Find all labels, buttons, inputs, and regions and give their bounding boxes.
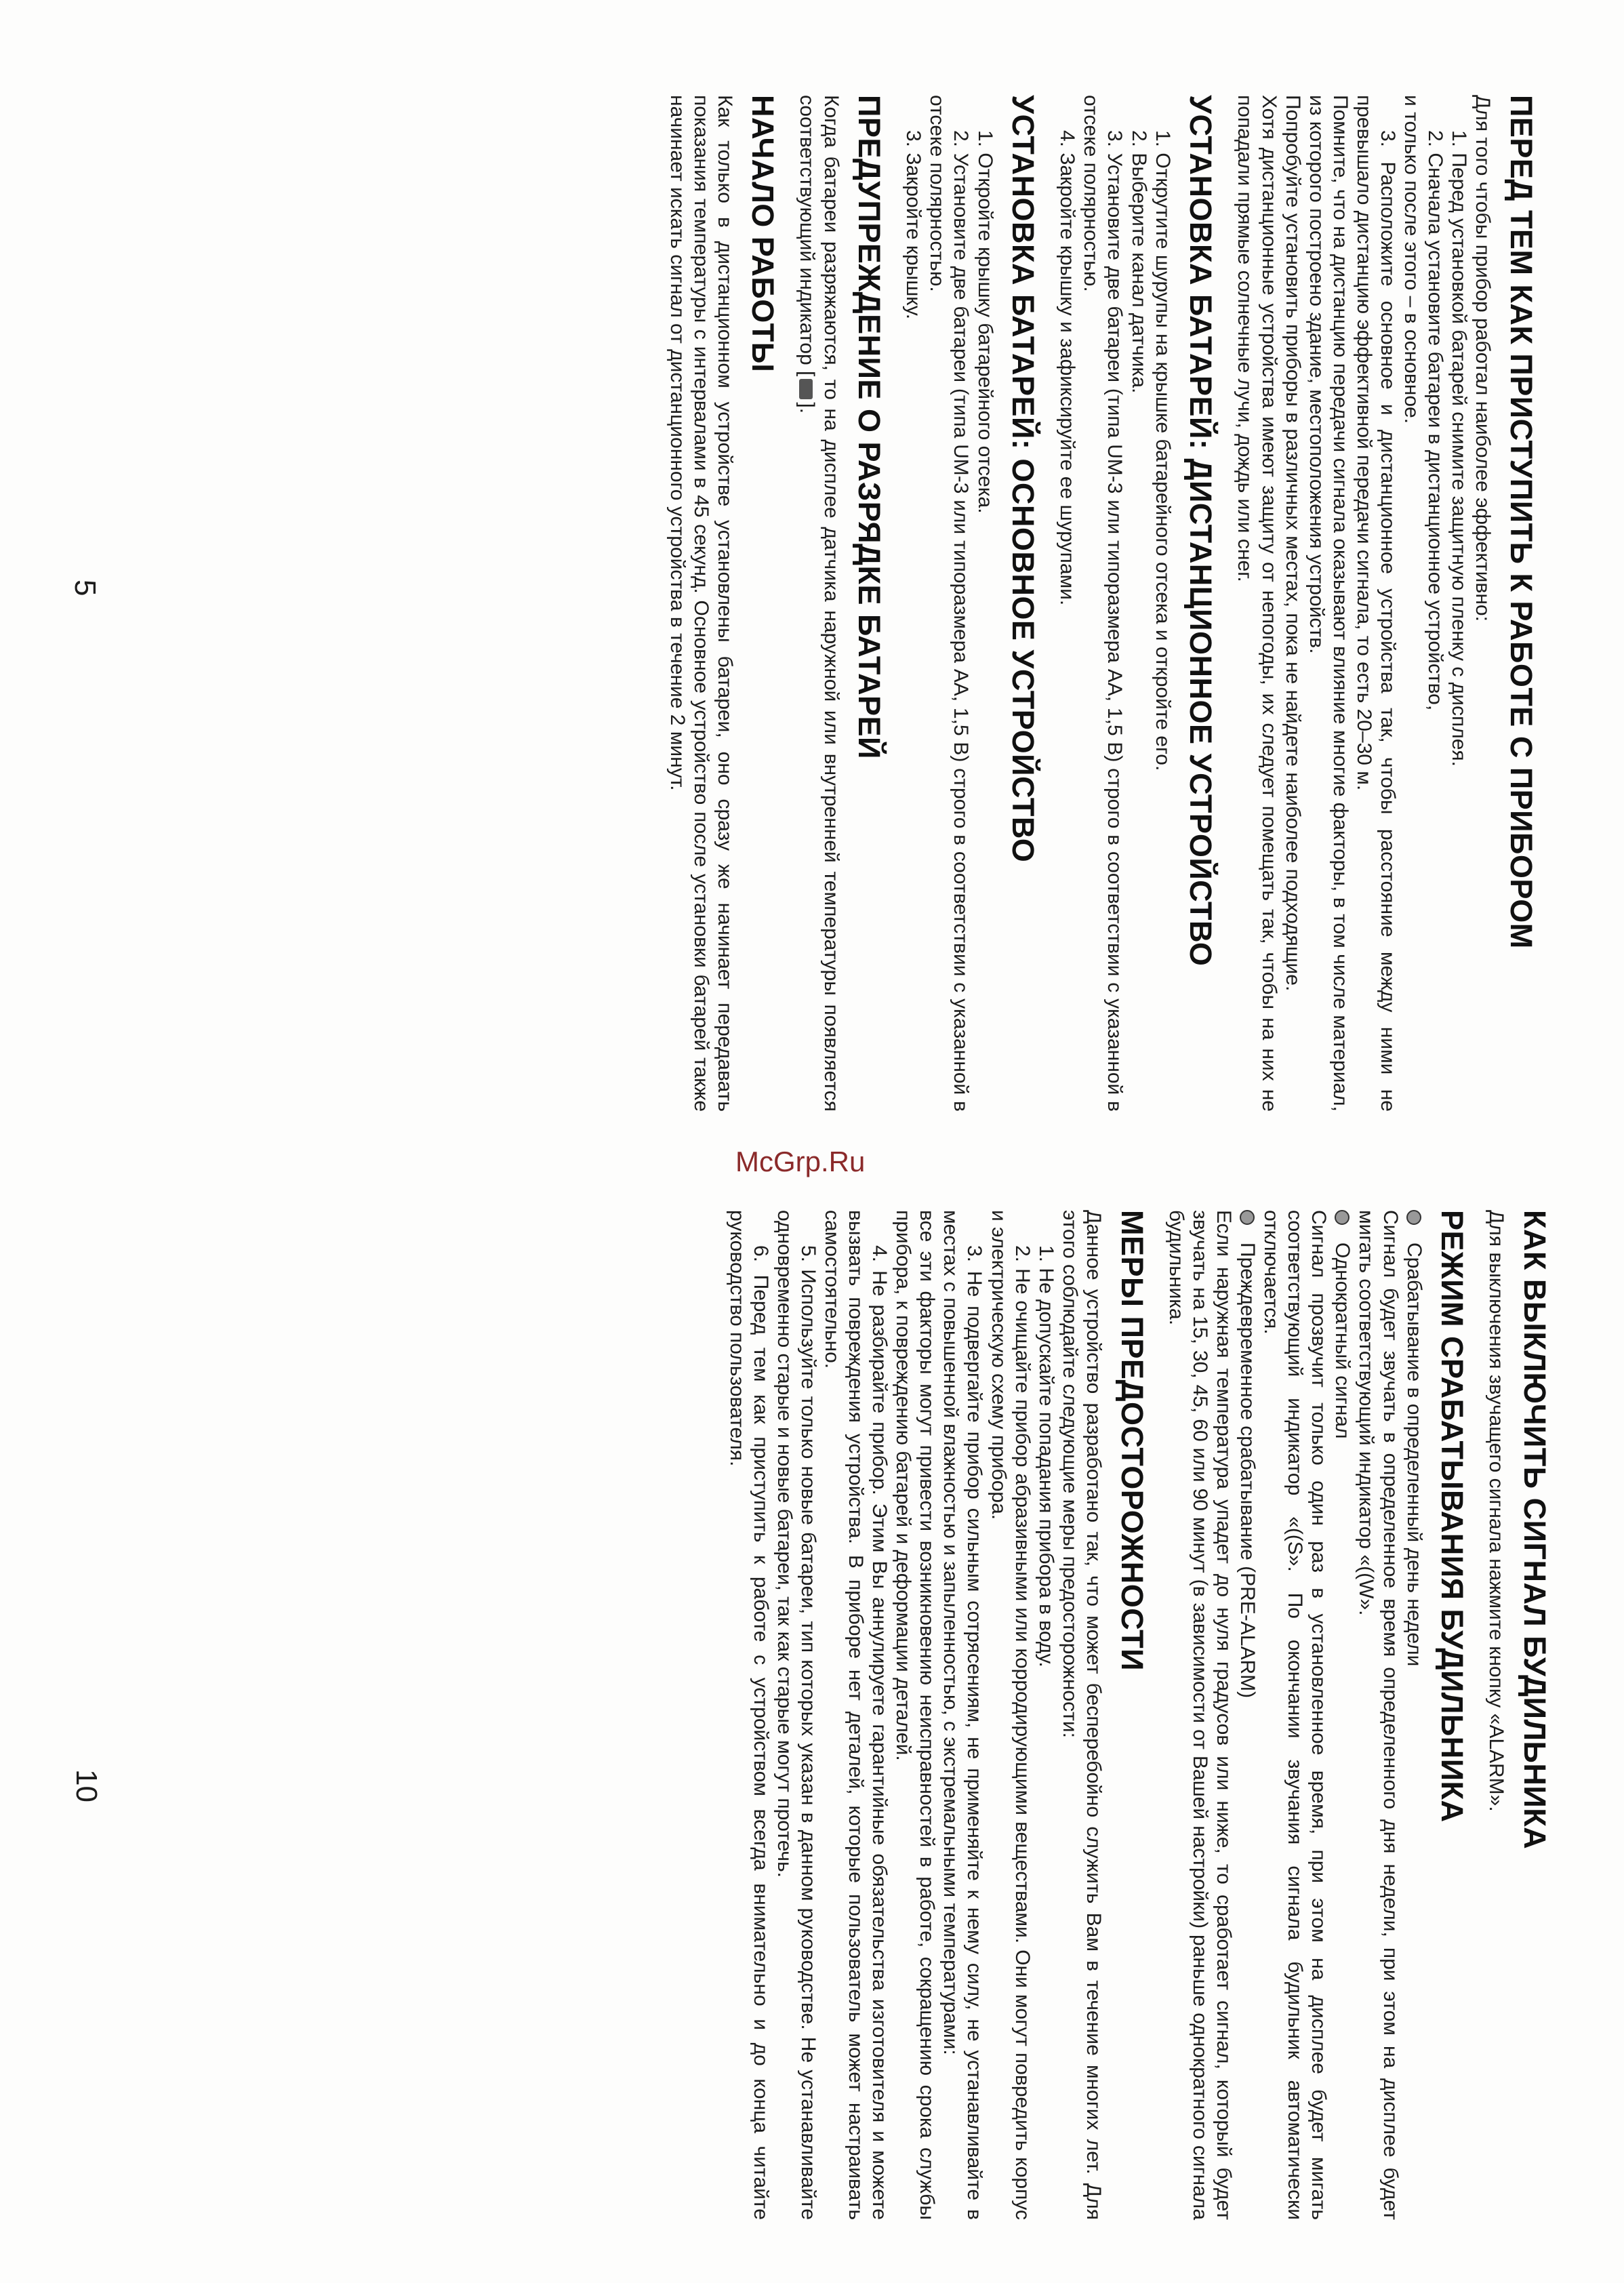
bullet-item: Преждевременное срабатывание (PRE-ALARM)	[1236, 1210, 1259, 2220]
section-title-precautions: МЕРЫ ПРЕДОСТОРОЖНОСТИ	[1114, 1210, 1150, 1671]
paragraph: Хотя дистанционные устройства имеют защиту от непогоды, их следует помещать так, чтобы на них не попадали прямые солнечные лучи, дождь или снег.	[1234, 95, 1280, 1112]
paragraph: Если наружная температура упадет до нуля градусов или ниже, то сработает сигнал, который будет звучать на 15, 30, 45, 60 или 90 минут (в зависимости от Вашей настройки) раньше однократного сигнала будильника.	[1164, 1210, 1235, 2220]
list-item: 2. Не очищайте прибор абразивными или корродирующими веществами. Они могут повредить корпус и электрическую схему прибора.	[987, 1210, 1034, 2220]
bullet-item: Однократный сигнал	[1331, 1210, 1354, 2220]
section-title-alarm-modes: РЕЖИМ СРАБАТЫВАНИЯ БУДИЛЬНИКА	[1435, 1210, 1470, 1823]
bullet-item: Срабатывание в определенный день недели	[1402, 1210, 1426, 2220]
list-item: 1. Откройте крышку батарейного отсека.	[973, 130, 996, 514]
list-item: 4. Не разбирайте прибор. Этим Вы аннулируете гарантийные обязательства изготовителя и можете вызвать повреждения устройства. В приборе нет деталей, которые пользователь может настраивать самостоятельно.	[820, 1210, 891, 2220]
watermark: McGrp.Ru	[735, 1146, 866, 1177]
low-battery-text-end: ].	[796, 402, 819, 414]
list-item: 2. Установите две батареи (типа UM-3 или типоразмера AA, 1,5 В) строго в соответствии с указанной в отсеке полярностью.	[926, 95, 973, 1112]
list-item: 1. Открутите шурупы на крышке батарейного отсека и откройте его.	[1151, 130, 1174, 771]
bullet-icon	[1240, 1210, 1255, 1225]
left-page-column	[665, 95, 1539, 1112]
right-page-column	[725, 1210, 1552, 2220]
paragraph: Попробуйте установить приборы в различных местах, пока не найдете наиболее подходящие.	[1281, 95, 1304, 992]
paragraph: Помните, что на дистанцию передачи сигнала оказывают влияние многие факторы, в том числе материал, из которого построено здание, местоположения устройств.	[1305, 95, 1352, 1112]
section-title-getting-started: НАЧАЛО РАБОТЫ	[746, 95, 781, 373]
list-item: 4. Закройте крышку и зафиксируйте ее шурупами.	[1056, 130, 1079, 606]
list-item: 3. Расположите основное и дистанционное устройства так, чтобы расстояние между ними не превышало дистанцию эффективной передачи сигнала, то есть 20–30 м.	[1352, 95, 1399, 1112]
paragraph: Для выключения звучащего сигнала нажмите кнопку «ALARM».	[1485, 1210, 1508, 1812]
page-number-left: 5	[68, 580, 102, 597]
paragraph: Сигнал прозвучит только один раз в установленное время, при этом на дисплее будет мигать соответствующий индикатор «((S». По окончании звучания сигнала будильник автоматически отключается.	[1260, 1210, 1331, 2220]
paragraph: Как только в дистанционном устройстве установлены батареи, оно сразу же начинает передавать показания температуры с интервалами в 45 секунд. Основное устройство после установки батарей также начинает искать сигнал от дистанционного устройства в течение 2 минут.	[666, 95, 736, 1112]
bullet-icon	[1406, 1210, 1421, 1225]
section-title-alarm-off: КАК ВЫКЛЮЧИТЬ СИГНАЛ БУДИЛЬНИКА	[1518, 1210, 1552, 1850]
low-battery-text: Когда батареи разряжаются, то на дисплее датчика наружной или внутренней температуры появляется соответствующий индикатор [	[796, 95, 843, 1112]
list-item: 1. Не допускайте попадания прибора в воду.	[1034, 1245, 1057, 1668]
list-item: 1. Перед установкой батарей снимите защитную пленку с дисплея.	[1448, 130, 1471, 767]
list-item: 3. Закройте крышку.	[902, 130, 925, 320]
section-title-low-battery: ПРЕДУПРЕЖДЕНИЕ О РАЗРЯДКЕ БАТАРЕЙ	[852, 95, 887, 759]
list-item: 3. Установите две батареи (типа UM-3 или типоразмера AA, 1,5 В) строго в соответствии с указанной в отсеке полярностью.	[1080, 95, 1126, 1112]
paragraph: Сигнал будет звучать в определенное время определенного дня недели, при этом на дисплее будет мигать соответствующий индикатор «((W».	[1355, 1210, 1402, 2220]
battery-icon	[799, 379, 813, 399]
paragraph: Данное устройство разработано так, что может бесперебойно служить Вам в течение многих лет. Для этого соблюдайте следующие меры предосторожности:	[1058, 1210, 1105, 2220]
list-item: 5. Используйте только новые батареи, тип которых указан в данном руководстве. Не устанавливайте одновременно старые и новые батареи, так как старые могут протечь.	[773, 1210, 819, 2220]
paragraph-low-battery	[795, 95, 843, 1112]
paragraph: Для того чтобы прибор работал наиболее эффективно:	[1471, 95, 1495, 622]
paragraph: все эти факторы могут привести возникновению неисправностей в работе, сокращению срока службы прибора, к повреждению батарей и деформации деталей.	[892, 1210, 939, 2220]
list-item: 3. Не подвергайте прибор сильным сотрясениям, не применяйте к нему силу, не устанавливайте в местах с повышенной влажностью и запыленностью, с экстремальными температурами:	[939, 1210, 986, 2220]
section-title-main-batteries: УСТАНОВКА БАТАРЕЙ: ОСНОВНОЕ УСТРОЙСТВО	[1006, 95, 1041, 863]
list-item: 2. Сначала установите батареи в дистанционное устройство,	[1424, 130, 1447, 711]
list-item: 6. Перед тем как приступить к работе с устройством всегда внимательно и до конца читайте руководство пользователя.	[725, 1210, 772, 2220]
list-item: 2. Выберите канал датчика.	[1127, 130, 1150, 394]
paragraph: и только после этого – в основное.	[1400, 95, 1423, 424]
section-title-remote-batteries: УСТАНОВКА БАТАРЕЙ: ДИСТАНЦИОННОЕ УСТРОЙСТВО	[1183, 95, 1219, 967]
page-number-right: 10	[70, 1769, 103, 1802]
bullet-icon	[1335, 1210, 1349, 1225]
section-title-before-start: ПЕРЕД ТЕМ КАК ПРИСТУПИТЬ К РАБОТЕ С ПРИБОРОМ	[1504, 95, 1539, 949]
